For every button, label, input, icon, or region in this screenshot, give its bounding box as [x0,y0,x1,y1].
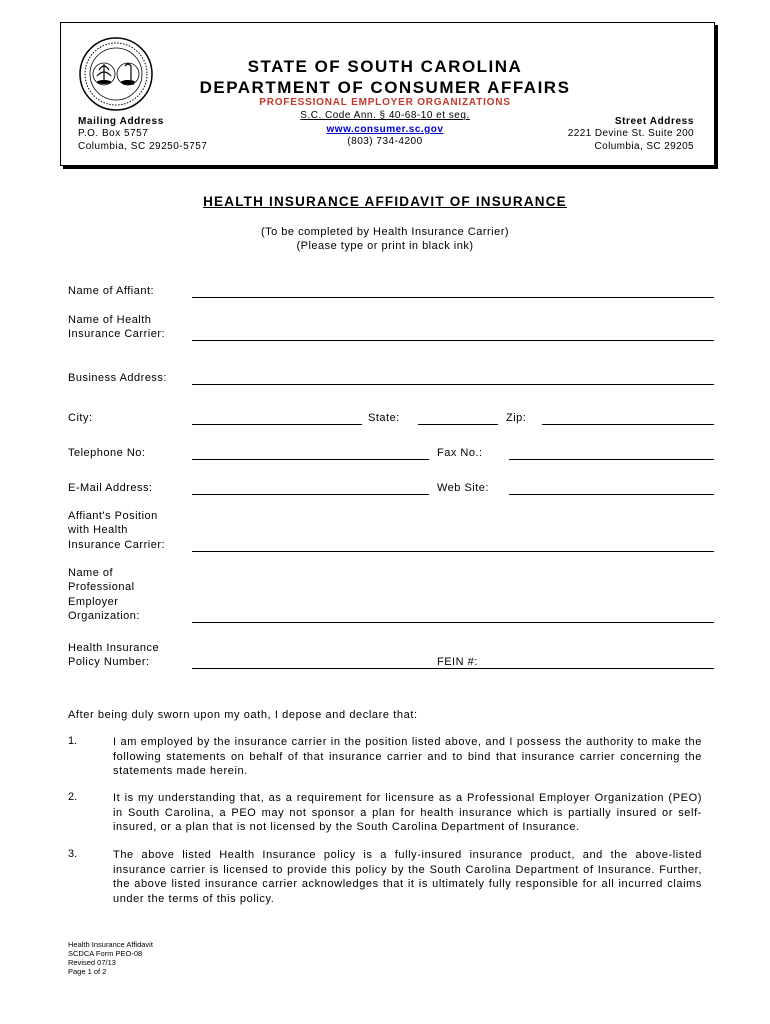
state-field[interactable] [418,424,498,425]
zip-label: Zip: [506,412,527,424]
footer-line1: Health Insurance Affidavit [68,940,153,949]
affiant-name-label: Name of Affiant: [68,285,155,297]
fax-label: Fax No.: [437,447,483,459]
footer-line2: SCDCA Form PEO-08 [68,949,143,958]
header-title-line1: STATE OF SOUTH CAROLINA [247,57,523,76]
policy-label-1: Health Insurance [68,642,160,654]
form-title: HEALTH INSURANCE AFFIDAVIT OF INSURANCE [203,194,567,209]
policy-fein-field[interactable] [192,668,714,669]
header-phone: (803) 734-4200 [347,136,423,147]
position-label-3: Insurance Carrier: [68,539,166,551]
form-instruction-2: (Please type or print in black ink) [296,240,474,252]
fax-field[interactable] [509,459,714,460]
position-label-2: with Health [68,524,128,536]
oath-statement: After being duly sworn upon my oath, I depose and declare that: [68,709,418,721]
mailing-address-line2: Columbia, SC 29250-5757 [78,141,208,152]
peo-label-4: Organization: [68,610,140,622]
peo-label-2: Professional [68,581,135,593]
zip-field[interactable] [542,424,714,425]
header-title-line2: DEPARTMENT OF CONSUMER AFFAIRS [199,78,571,97]
carrier-name-label-1: Name of Health [68,314,152,326]
peo-label-1: Name of [68,567,114,579]
item-1-number: 1. [68,735,78,747]
carrier-name-field[interactable] [192,340,714,341]
website-label: Web Site: [437,482,489,494]
position-label-1: Affiant's Position [68,510,158,522]
header-subtitle: PROFESSIONAL EMPLOYER ORGANIZATIONS [259,97,511,108]
carrier-name-label-2: Insurance Carrier: [68,328,166,340]
footer-line4: Page 1 of 2 [68,967,107,976]
form-instruction-1: (To be completed by Health Insurance Carrier) [260,226,510,238]
header-code-reference: S.C. Code Ann. § 40-68-10 et seq. [300,110,470,121]
item-2-number: 2. [68,791,78,803]
peo-label-3: Employer [68,596,119,608]
telephone-label: Telephone No: [68,447,146,459]
business-address-label: Business Address: [68,372,167,384]
email-field[interactable] [192,494,429,495]
item-3-number: 3. [68,848,78,860]
policy-label-2: Policy Number: [68,656,150,668]
affiant-name-field[interactable] [192,297,714,298]
city-field[interactable] [192,424,362,425]
item-3-text: The above listed Health Insurance policy is a fully-insured insurance product, and the above-listed insurance carrier is licensed to provide this policy by the South Carolina Department of Insurance. Further, the above listed insurance carrier acknowledges that it is ultimately fully responsible for all incurred claims under the terms of this policy. [113,849,702,905]
item-1-text: I am employed by the insurance carrier in the position listed above, and I possess the authority to make the following statements on behalf of that insurance carrier and to bind that insurance carrier concerning the statements made herein. [113,736,702,777]
state-label: State: [368,412,400,424]
footer-line3: Revised 07/13 [68,958,116,967]
header-website-link[interactable]: www.consumer.sc.gov [326,124,444,135]
item-2-text: It is my understanding that, as a requirement for licensure as a Professional Employer Organization (PEO) in South Carolina, a PEO may not sponsor a plan for health insurance which is partially insured or self-insured, or a plan that is not licensed by the South Carolina Department of Insurance. [113,792,702,833]
mailing-address-line1: P.O. Box 5757 [78,128,149,139]
mailing-address-label: Mailing Address [78,116,164,127]
fein-label: FEIN #: [437,656,478,668]
business-address-field[interactable] [192,384,714,385]
state-seal-icon [78,36,154,112]
peo-field[interactable] [192,622,714,623]
city-label: City: [68,412,93,424]
street-address-label: Street Address [614,116,694,127]
street-address-line1: 2221 Devine St. Suite 200 [567,128,694,139]
telephone-field[interactable] [192,459,429,460]
street-address-line2: Columbia, SC 29205 [594,141,694,152]
website-field[interactable] [509,494,714,495]
position-field[interactable] [192,551,714,552]
email-label: E-Mail Address: [68,482,153,494]
